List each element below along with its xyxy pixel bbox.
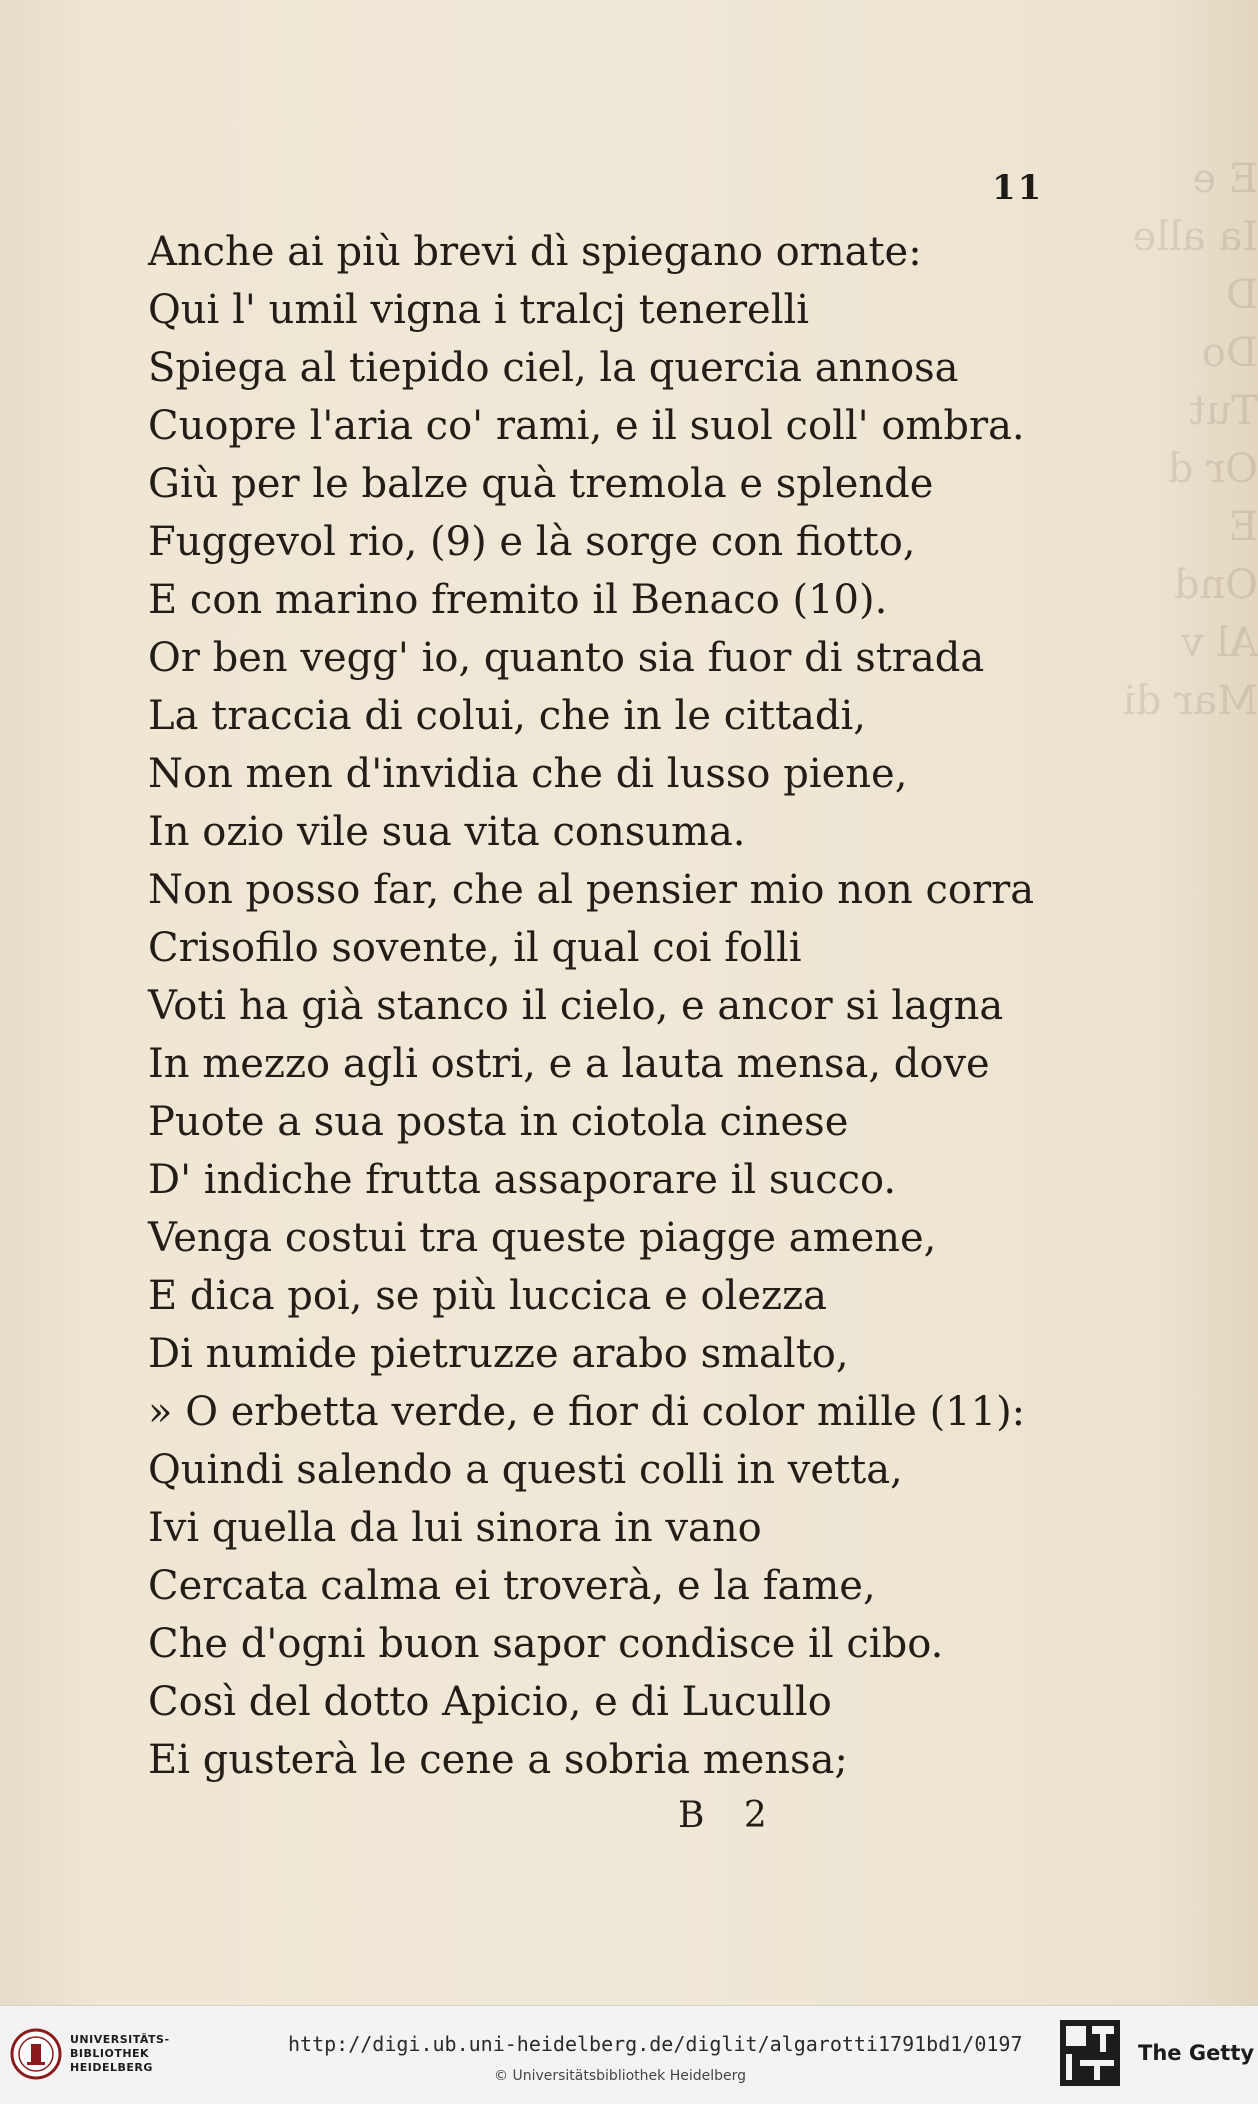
show-through-text: E e Ia alle D Do Tut Or d E Ond Al v Mar di	[1122, 156, 1258, 724]
poem-line: Or ben vegg' io, quanto sia fuor di strada	[148, 635, 985, 681]
signature-mark: B 2	[678, 1795, 781, 1836]
poem-line: E con marino fremito il Benaco (10).	[148, 577, 888, 623]
poem-line: In ozio vile sua vita consuma.	[148, 809, 746, 855]
poem-text	[148, 223, 1068, 1789]
library-name-line: UNIVERSITÄTS-	[70, 2033, 170, 2046]
poem-line: Crisofilo sovente, il qual coi folli	[148, 925, 802, 971]
library-name-line: BIBLIOTHEK	[70, 2047, 150, 2060]
poem-line: Quindi salendo a questi colli in vetta,	[148, 1447, 903, 1493]
poem-line: Fuggevol rio, (9) e là sorge con fiotto,	[148, 519, 916, 565]
poem-line: D' indiche frutta assaporare il succo.	[148, 1157, 897, 1203]
getty-mark-icon	[1060, 2020, 1120, 2086]
poem-line: Puote a sua posta in ciotola cinese	[148, 1099, 849, 1145]
poem-line: E dica poi, se più luccica e olezza	[148, 1273, 828, 1319]
copyright-notice: © Universitätsbibliothek Heidelberg	[494, 2068, 747, 2084]
poem-line: Non posso far, che al pensier mio non corra	[148, 867, 1035, 913]
poem-line: Anche ai più brevi dì spiegano ornate:	[148, 229, 922, 275]
university-seal-icon	[10, 2028, 62, 2080]
poem-line: Di numide pietruzze arabo smalto,	[148, 1331, 849, 1377]
poem-line: In mezzo agli ostri, e a lauta mensa, dove	[148, 1041, 990, 1087]
poem-line: Venga costui tra queste piagge amene,	[148, 1215, 937, 1261]
poem-line: » O erbetta verde, e fior di color mille (11):	[148, 1389, 1026, 1435]
poem-line: Ivi quella da lui sinora in vano	[148, 1505, 762, 1551]
getty-label: The Getty	[1138, 2041, 1255, 2065]
poem-line: La traccia di colui, che in le cittadi,	[148, 693, 867, 739]
poem-line: Cuopre l'aria co' rami, e il suol coll' ombra.	[148, 403, 1025, 449]
poem-line: Ei gusterà le cene a sobria mensa;	[148, 1737, 848, 1783]
poem-line: Spiega al tiepido ciel, la quercia annosa	[148, 345, 959, 391]
poem-line: Che d'ogni buon sapor condisce il cibo.	[148, 1621, 944, 1667]
poem-line: Non men d'invidia che di lusso piene,	[148, 751, 908, 797]
poem-line: Così del dotto Apicio, e di Lucullo	[148, 1679, 832, 1725]
footer-bar	[0, 2005, 1258, 2104]
source-url[interactable]: http://digi.ub.uni-heidelberg.de/diglit/algarotti1791bd1/0197	[288, 2032, 1023, 2056]
poem-line: Qui l' umil vigna i tralcj tenerelli	[148, 287, 810, 333]
getty-logo[interactable]	[1060, 2020, 1254, 2086]
poem-line: Voti ha già stanco il cielo, e ancor si lagna	[148, 983, 1004, 1029]
library-name	[70, 2033, 170, 2075]
poem-line: Cercata calma ei troverà, e la fame,	[148, 1563, 876, 1609]
page-number: 11	[992, 168, 1044, 208]
library-name-line: HEIDELBERG	[70, 2061, 153, 2074]
poem-line: Giù per le balze quà tremola e splende	[148, 461, 934, 507]
university-library-logo[interactable]	[10, 2028, 170, 2080]
